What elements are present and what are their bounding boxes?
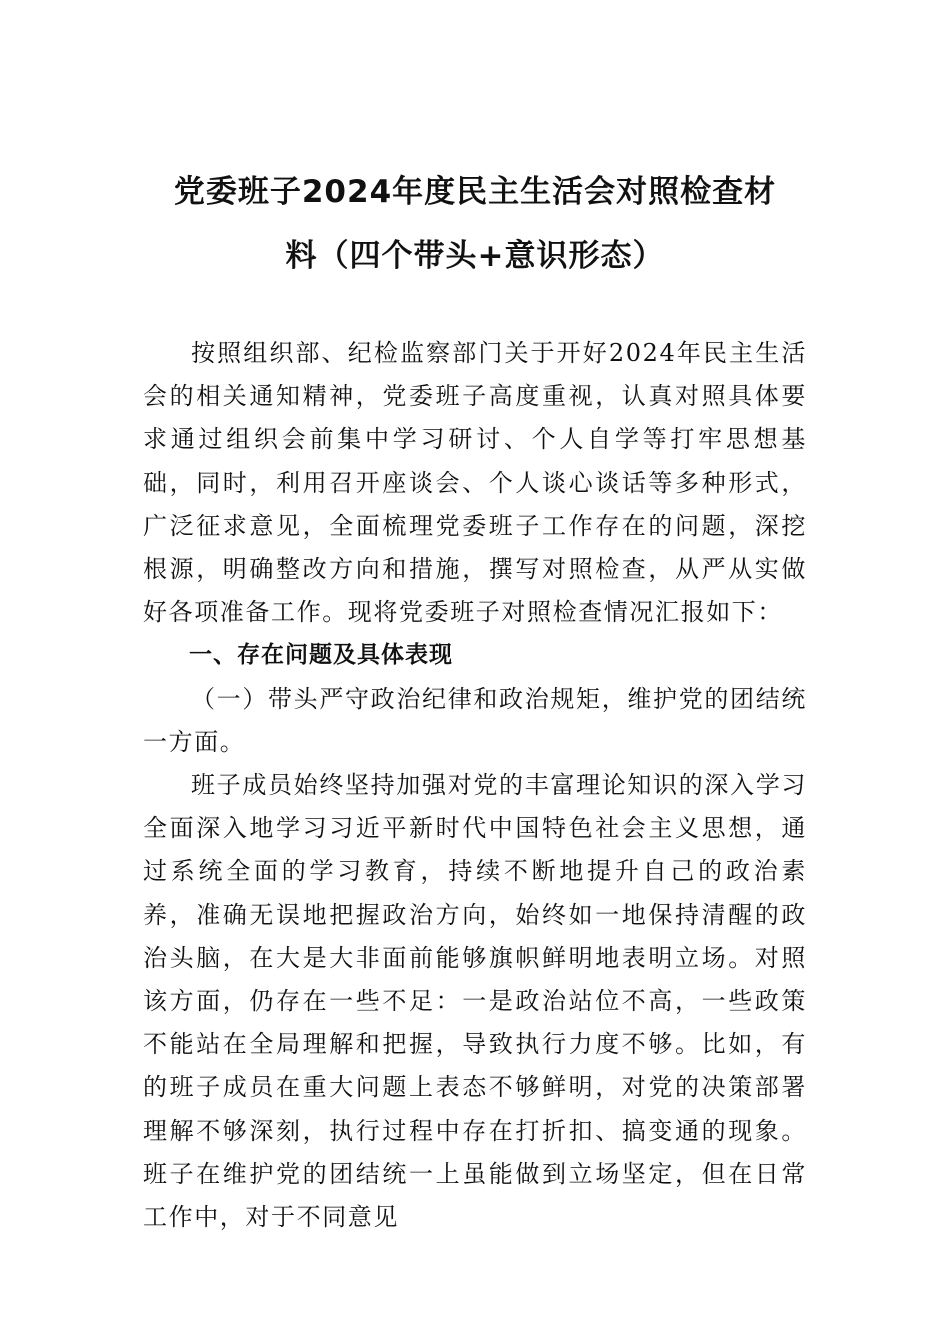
subsection-1-heading: （一）带头严守政治纪律和政治规矩，维护党的团结统一方面。 bbox=[143, 684, 807, 756]
intro-paragraph: 按照组织部、纪检监察部门关于开好2024年民主生活会的相关通知精神，党委班子高度重视，认真对照具体要求通过组织会前集中学习研讨、个人自学等打牢思想基础，同时，利用召开座谈会、个人谈心谈话等多种形式，广泛征求意见，全面梳理党委班子工作存在的问题，深挖根源，明确整改方向和措施，撰写对照检查，从严从实做好各项准备工作。现将党委班子对照检查情况汇报如下： bbox=[143, 339, 807, 627]
document-title-line-1: 党委班子2024年度民主生活会对照检查材 bbox=[173, 174, 777, 210]
section-1-heading: 一、存在问题及具体表现 bbox=[189, 642, 453, 669]
document-body bbox=[143, 332, 807, 1239]
document-title-line-2: 料（四个带头+意识形态） bbox=[285, 238, 665, 274]
section-1-body-paragraph: 班子成员始终坚持加强对党的丰富理论知识的深入学习全面深入地学习习近平新时代中国特色社会主义思想，通过系统全面的学习教育，持续不断地提升自己的政治素养，准确无误地把握政治方向，始终如一地保持清醒的政治头脑，在大是大非面前能够旗帜鲜明地表明立场。对照该方面，仍存在一些不足：一是政治站位不高，一些政策不能站在全局理解和把握，导致执行力度不够。比如，有的班子成员在重大问题上表态不够鲜明，对党的决策部署理解不够深刻，执行过程中存在打折扣、搞变通的现象。班子在维护党的团结统一上虽能做到立场坚定，但在日常工作中，对于不同意见 bbox=[143, 771, 807, 1232]
